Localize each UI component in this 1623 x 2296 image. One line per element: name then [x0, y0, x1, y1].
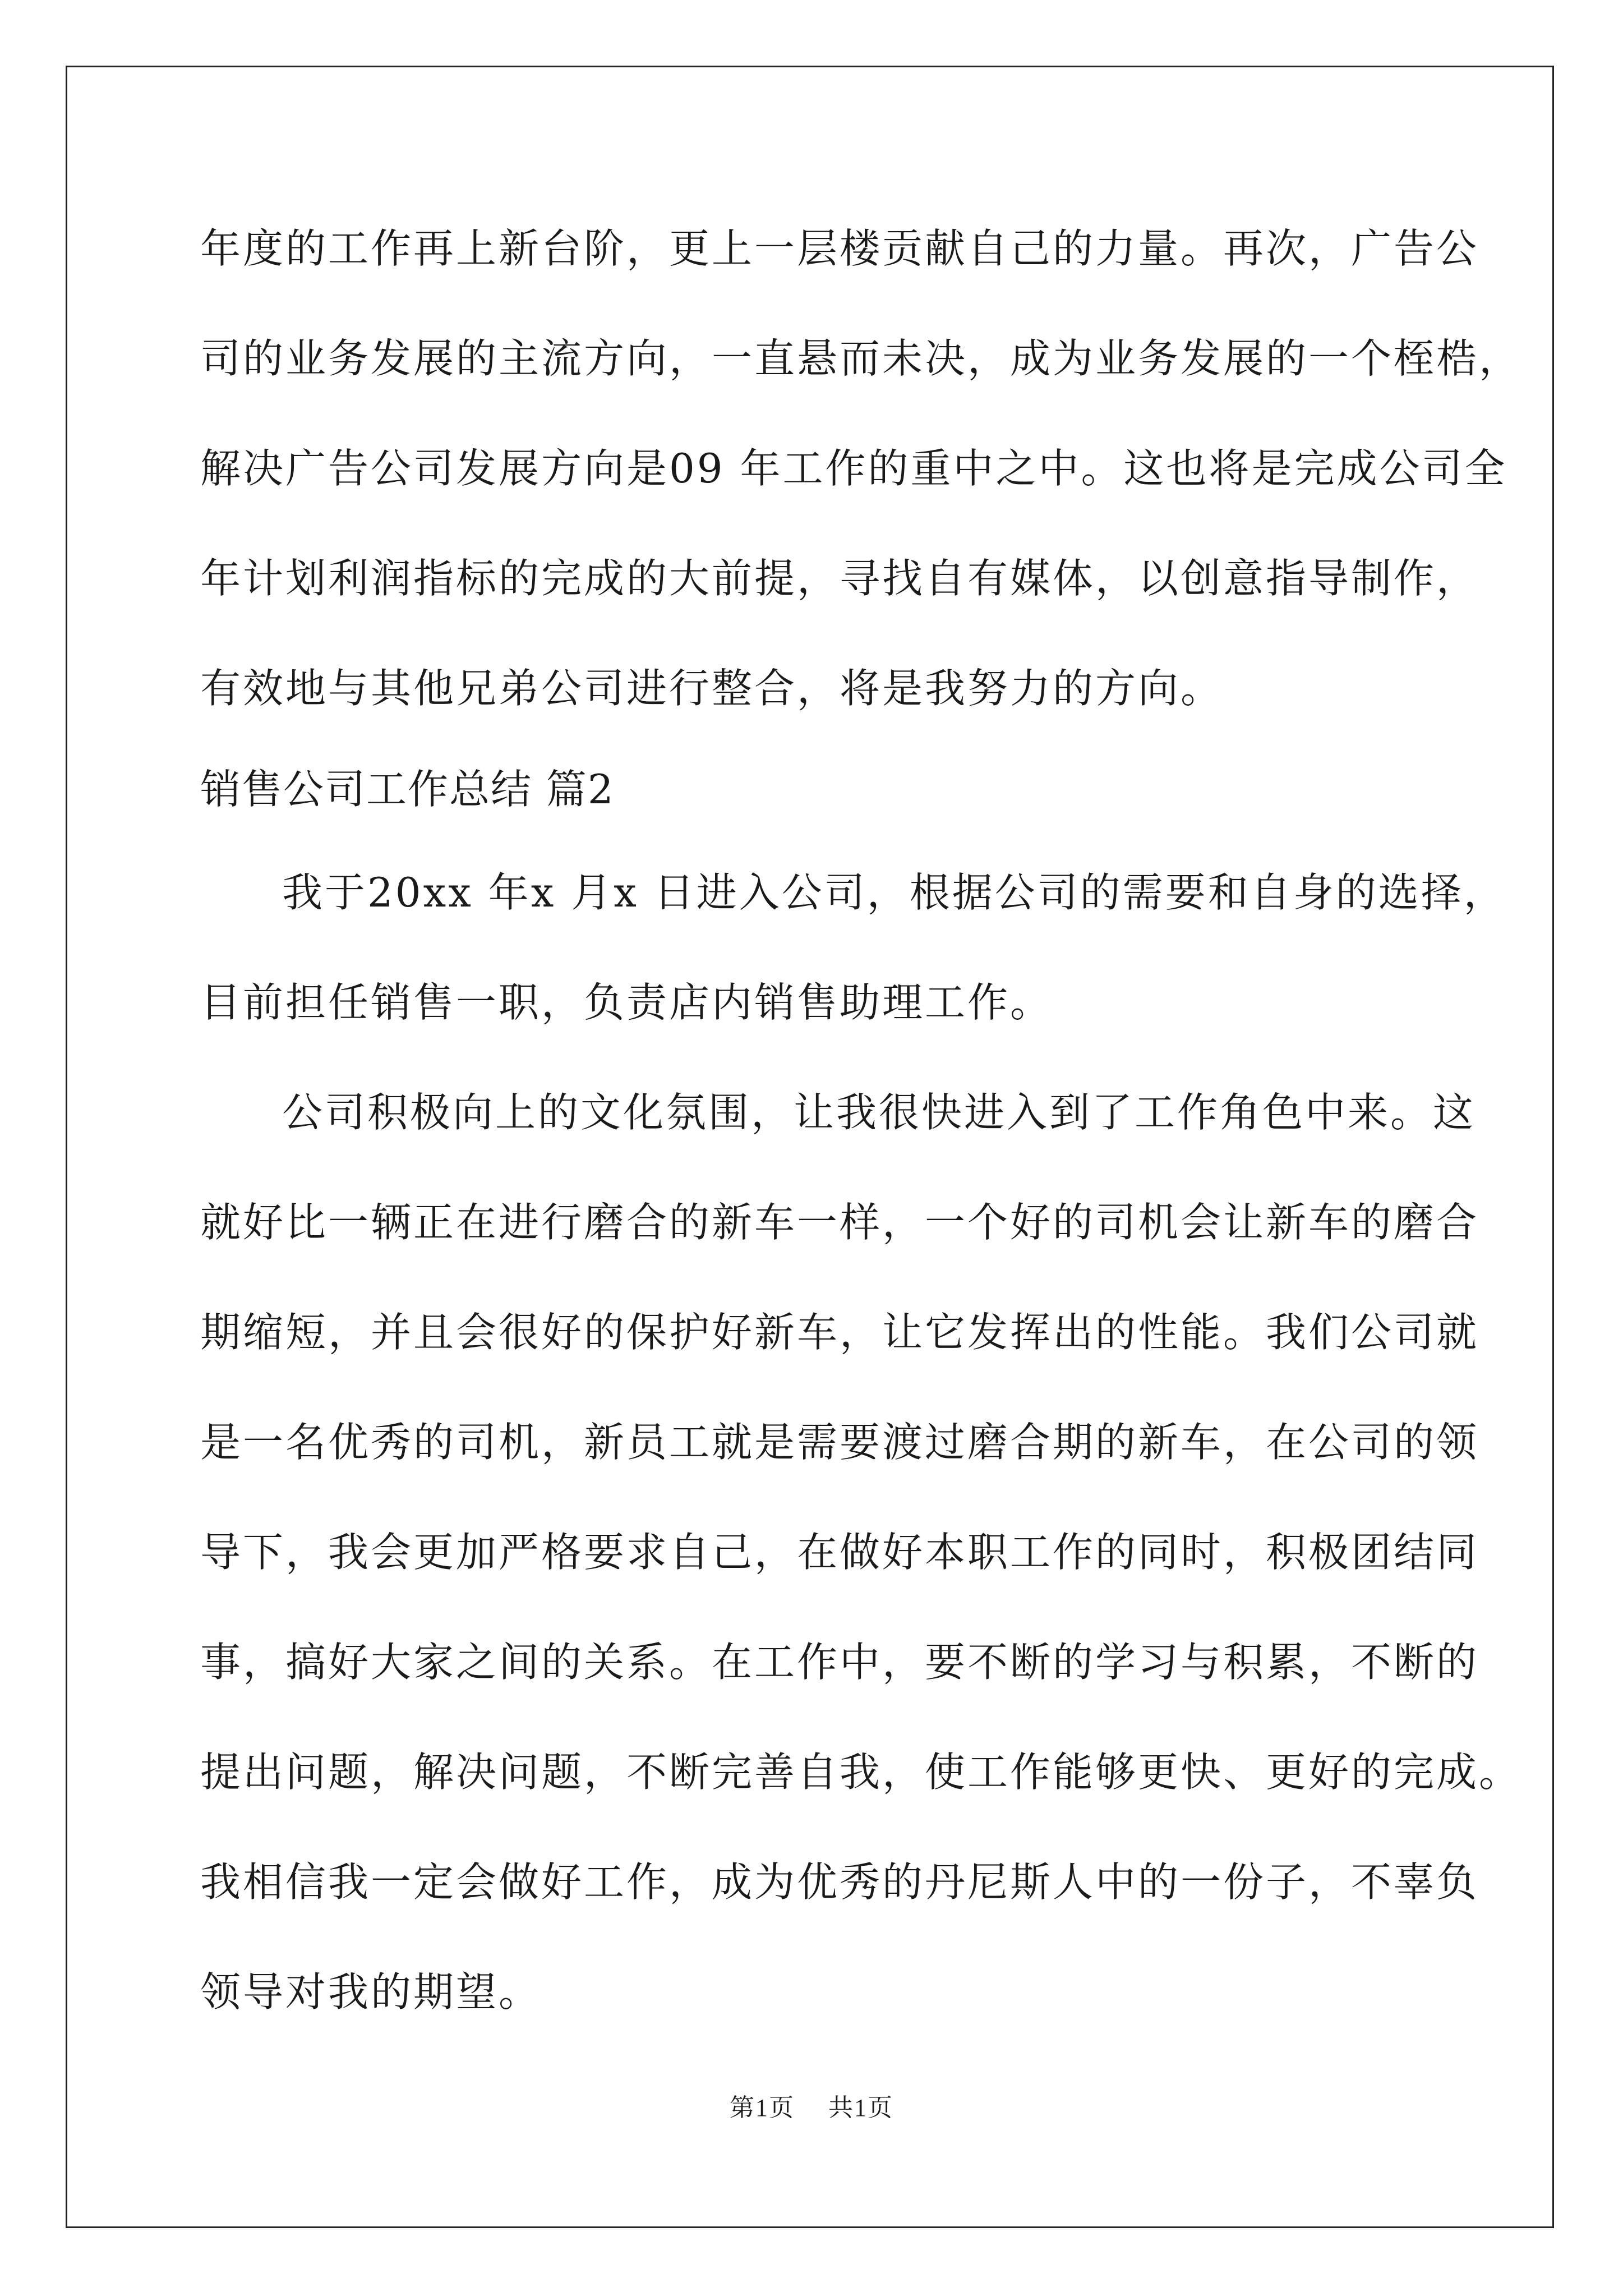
paragraph-3-line-8: 我相信我一定会做好工作，成为优秀的丹尼斯人中的一份子，不辜负: [200, 1858, 1479, 1906]
paragraph-3-line-3: 期缩短，并且会很好的保护好新车，让它发挥出的性能。我们公司就: [200, 1309, 1479, 1356]
paragraph-1-line-2: 司的业务发展的主流方向，一直悬而未决，成为业务发展的一个桎梏，: [200, 335, 1522, 382]
page-footer: [0, 2096, 1623, 2120]
paragraph-3-line-4: 是一名优秀的司机，新员工就是需要渡过磨合期的新车，在公司的领: [200, 1419, 1479, 1466]
paragraph-3-line-9: 领导对我的期望。: [200, 1968, 542, 2016]
paragraph-2-line-2: 目前担任销售一职，负责店内销售助理工作。: [200, 979, 1053, 1026]
paragraph-3-line-5: 导下，我会更加严格要求自己，在做好本职工作的同时，积极团结同: [200, 1529, 1479, 1576]
page-number-total: 共1页: [828, 2094, 893, 2122]
paragraph-3-line-6: 事，搞好大家之间的关系。在工作中，要不断的学习与积累，不断的: [200, 1639, 1479, 1686]
paragraph-1-line-3: 解决广告公司发展方向是09 年工作的重中之中。这也将是完成公司全: [200, 445, 1507, 492]
paragraph-3-line-1: 公司积极向上的文化氛围，让我很快进入到了工作角色中来。这: [282, 1089, 1476, 1136]
paragraph-3-line-2: 就好比一辆正在进行磨合的新车一样，一个好的司机会让新车的磨合: [200, 1199, 1479, 1246]
paragraph-3-line-7: 提出问题，解决问题，不断完善自我，使工作能够更快、更好的完成。: [200, 1749, 1522, 1796]
paragraph-1-line-4: 年计划利润指标的完成的大前提，寻找自有媒体，以创意指导制作，: [200, 555, 1479, 602]
page-number-current: 第1页: [730, 2094, 795, 2122]
paragraph-1-line-1: 年度的工作再上新台阶，更上一层楼贡献自己的力量。再次，广告公: [200, 225, 1479, 272]
section-heading: 销售公司工作总结 篇2: [200, 766, 615, 813]
paragraph-2-line-1: 我于20xx 年x 月x 日进入公司，根据公司的需要和自身的选择，: [282, 869, 1506, 916]
paragraph-1-line-5: 有效地与其他兄弟公司进行整合，将是我努力的方向。: [200, 665, 1224, 712]
